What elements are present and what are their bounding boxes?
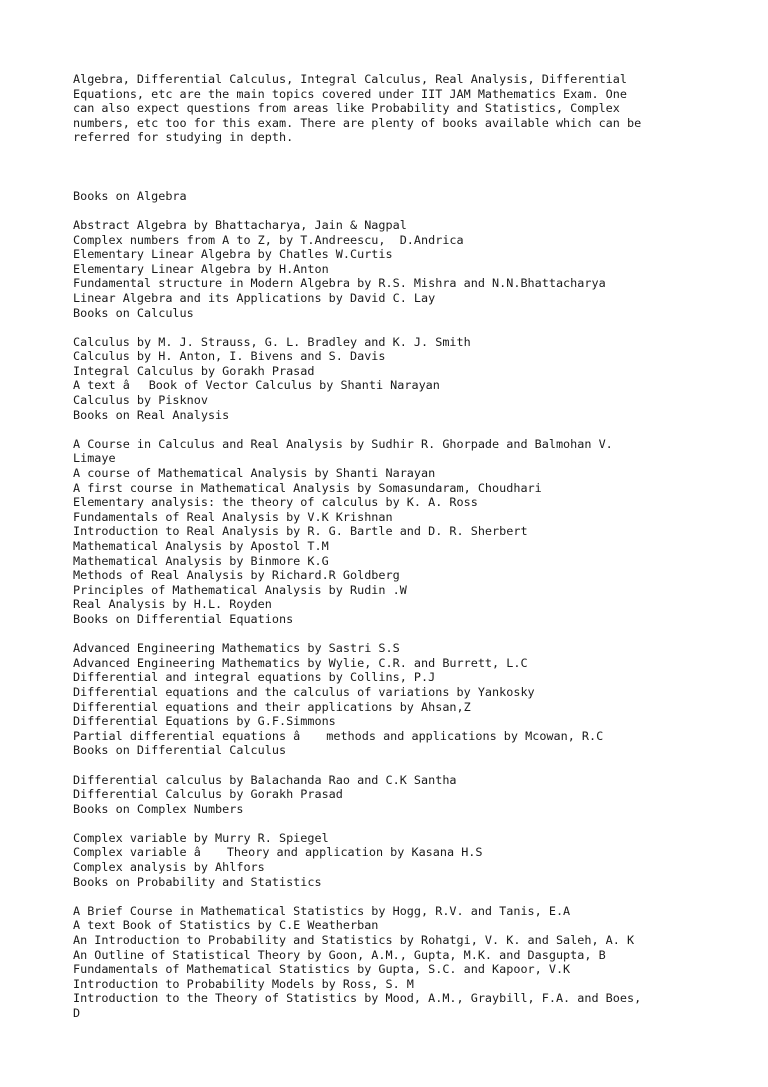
section-heading: Books on Algebra <box>73 188 187 203</box>
book-entry: Integral Calculus by Gorakh Prasad <box>73 363 315 378</box>
book-entry: Elementary Linear Algebra by Chatles W.Curtis <box>73 247 393 262</box>
book-entry: Differential calculus by Balachanda Rao and C.K Santha <box>73 772 457 787</box>
book-entry: Mathematical Analysis by Binmore K.G <box>73 553 329 568</box>
book-entry: Mathematical Analysis by Apostol T.M <box>73 539 329 553</box>
book-entry: Elementary analysis: the theory of calculus by K. A. Ross <box>73 495 478 510</box>
book-entry: Methods of Real Analysis by Richard.R Goldberg <box>73 568 400 583</box>
book-entry: An Outline of Statistical Theory by Goon, A.M., Gupta, M.K. and Dasgupta, B <box>73 947 606 962</box>
book-entry: Introduction to Probability Models by Ross, S. M <box>73 976 414 991</box>
book-entry: Calculus by Pisknov <box>73 393 208 408</box>
book-entry: Linear Algebra and its Applications by David C. Lay <box>73 290 436 305</box>
book-entry: A course of Mathematical Analysis by Shanti Narayan <box>73 466 436 481</box>
book-entry: An Introduction to Probability and Statistics by Rohatgi, V. K. and Saleh, A. K <box>73 933 635 948</box>
section-heading: Books on Differential Equations <box>73 611 294 626</box>
book-entry: Complex analysis by Ahlfors <box>73 860 265 875</box>
book-entry: Complex variable by Murry R. Spiegel <box>73 830 329 845</box>
section-heading: Books on Real Analysis <box>73 407 230 422</box>
section-heading: Books on Calculus <box>73 305 194 320</box>
book-entry: Complex numbers from A to Z, by T.Andreescu, D.Andrica <box>73 232 464 247</box>
book-entry: Elementary Linear Algebra by H.Anton <box>73 261 329 276</box>
book-entry: A text âBook of Vector Calculus by Shanti Narayan <box>73 378 440 393</box>
section-calculus <box>73 306 708 408</box>
section-algebra <box>73 189 708 306</box>
book-entry: Advanced Engineering Mathematics by Sastri S.S <box>73 641 400 656</box>
section-heading: Books on Complex Numbers <box>73 801 244 816</box>
book-entry: Calculus by M. J. Strauss, G. L. Bradley and K. J. Smith <box>73 334 471 349</box>
book-entry: Advanced Engineering Mathematics by Wylie, C.R. and Burrett, L.C <box>73 655 528 670</box>
book-entry: Fundamental structure in Modern Algebra by R.S. Mishra and N.N.Bhattacharya <box>73 276 606 291</box>
book-entry: Differential equations and their applications by Ahsan,Z <box>73 699 471 714</box>
book-entry: Abstract Algebra by Bhattacharya, Jain & Nagpal <box>73 217 407 232</box>
intro-line: can also expect questions from areas like Probability and Statistics, Complex <box>73 101 620 116</box>
intro-line: numbers, etc too for this exam. There are plenty of books available which can be <box>73 115 642 130</box>
book-entry: Introduction to Real Analysis by R. G. Bartle and D. R. Sherbert <box>73 524 528 539</box>
book-entry: Calculus by H. Anton, I. Bivens and S. Davis <box>73 349 386 364</box>
intro-line: Equations, etc are the main topics covered under IIT JAM Mathematics Exam. One <box>73 86 627 101</box>
section-differential-equations <box>73 612 708 743</box>
book-entry: A Brief Course in Mathematical Statistics by Hogg, R.V. and Tanis, E.A <box>73 903 571 918</box>
book-entry: Fundamentals of Real Analysis by V.K Krishnan <box>73 509 393 524</box>
section-differential-calculus <box>73 743 708 801</box>
book-entry: Introduction to the Theory of Statistics by Mood, A.M., Graybill, F.A. and Boes, <box>73 991 642 1006</box>
book-entry: A Course in Calculus and Real Analysis by Sudhir R. Ghorpade and Balmohan V. <box>73 436 613 451</box>
book-entry: Real Analysis by H.L. Royden <box>73 597 272 612</box>
intro-line: referred for studying in depth. <box>73 130 294 145</box>
book-entry: Partial differential equations â methods and applications by Mcowan, R.C <box>73 728 604 743</box>
book-entry: Principles of Mathematical Analysis by Rudin .W <box>73 582 407 597</box>
section-probability-statistics <box>73 875 708 1021</box>
book-entry: Differential equations and the calculus of variations by Yankosky <box>73 684 535 699</box>
intro-line: Algebra, Differential Calculus, Integral Calculus, Real Analysis, Differential <box>73 72 627 86</box>
book-entry: A text Book of Statistics by C.E Weatherban <box>73 918 379 933</box>
book-entry: Differential Calculus by Gorakh Prasad <box>73 787 343 802</box>
section-heading: Books on Differential Calculus <box>73 743 287 758</box>
intro-paragraph <box>73 72 708 145</box>
book-entry: Complex variable â Theory and application by Kasana H.S <box>73 845 483 860</box>
section-real-analysis <box>73 408 708 612</box>
book-entry: A first course in Mathematical Analysis by Somasundaram, Choudhari <box>73 480 542 495</box>
book-entry: Differential and integral equations by Collins, P.J <box>73 670 436 685</box>
section-heading: Books on Probability and Statistics <box>73 874 322 889</box>
section-complex-numbers <box>73 802 708 875</box>
book-entry: Differential Equations by G.F.Simmons <box>73 714 336 729</box>
book-entry: Fundamentals of Mathematical Statistics by Gupta, S.C. and Kapoor, V.K <box>73 962 571 977</box>
book-entry: Limaye <box>73 451 116 466</box>
book-entry: D <box>73 1006 81 1020</box>
